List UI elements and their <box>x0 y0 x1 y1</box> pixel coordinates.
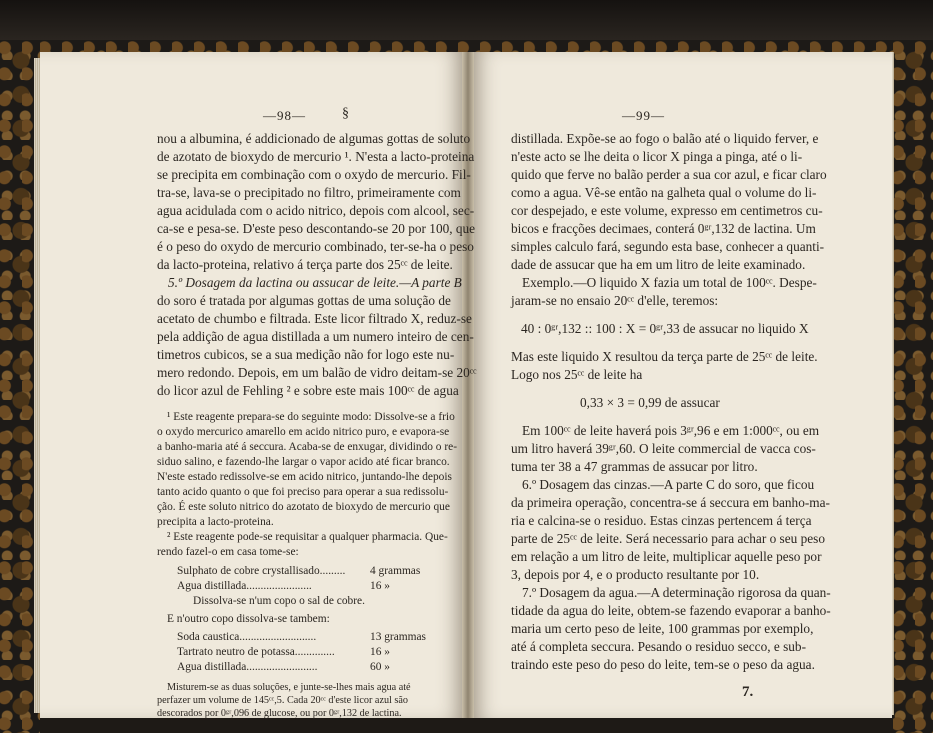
text-line: Mas este liquido X resultou da terça parte de 25ᶜᶜ de leite. <box>511 349 818 364</box>
section-heading-7: 7.º Dosagem da agua.—A determinação rigorosa da quan- <box>522 585 831 600</box>
text-line: timetros cubicos, se a sua medição não for logo este nu- <box>157 347 455 362</box>
text-line: da primeira operação, concentra-se á seccura em banho-ma- <box>511 495 830 510</box>
text-line: nou a albumina, é addicionado de algumas gottas de soluto <box>157 131 471 146</box>
text-line: simples calculo fará, segundo esta base, conhecer a quanti- <box>511 239 825 254</box>
recipe-item: Tartrato neutro de potassa.............. <box>177 646 335 658</box>
text-line: cor despejado, e este volume, expresso em centimetros cu- <box>511 203 823 218</box>
footnote-line: rendo fazel-o em casa tome-se: <box>157 546 299 558</box>
text-line: tidade da agua do leite, obtem-se fazendo evaporar a banho- <box>511 603 831 618</box>
other-cup-note: E n'outro copo dissolva-se tambem: <box>167 613 330 625</box>
text-line: Logo nos 25ᶜᶜ de leite ha <box>511 367 643 382</box>
example-line: Exemplo.—O liquido X fazia um total de 100ᶜᶜ. Despe- <box>522 275 817 290</box>
text-line: mero redondo. Depois, em um balão de vidro deitam-se 20ᶜᶜ <box>157 365 477 380</box>
recipe-qty: 60 » <box>370 661 390 673</box>
text-line: da lacto-proteina, relativo á terça parte dos 25ᶜᶜ de leite. <box>157 257 453 272</box>
footnote-line: N'este estado redissolve-se em acido nitrico, juntando-lhe depois <box>157 471 452 483</box>
dissolve-note: Dissolva-se n'um copo o sal de cobre. <box>193 595 365 607</box>
recipe-qty: 13 grammas <box>370 631 426 643</box>
text-line: tra-se, lava-se o precipitado no filtro, primeiramente com <box>157 185 461 200</box>
page-mark: § <box>342 106 349 121</box>
text-line: dade de assucar que ha em um litro de leite examinado. <box>511 257 806 272</box>
section-heading-5: 5.º Dosagem da lactina ou assucar de leite.—A parte B <box>168 275 462 290</box>
footnote-line: ção. É este soluto nitrico do azotato de bioxydo de mercurio que <box>157 501 450 513</box>
text-line: se precipita em combinação com o oxydo de mercurio. Fil- <box>157 167 471 182</box>
text-line: 3, depois por 4, e o producto resultante por 10. <box>511 567 760 582</box>
text-line: em relação a um litro de leite, multiplicar aquelle peso por <box>511 549 822 564</box>
text-line: do soro é tratada por algumas gottas de uma solução de <box>157 293 451 308</box>
section-heading-6: 6.º Dosagem das cinzas.—A parte C do soro, que ficou <box>522 477 815 492</box>
footnote-line: a banho-maria até á seccura. Acaba-se de enxugar, dividindo o re- <box>157 441 457 453</box>
recipe-item: Sulphato de cobre crystallisado......... <box>177 565 346 577</box>
text-line: de azotato de bioxydo de mercurio ¹. N'esta a lacto-proteina <box>157 149 475 164</box>
text-line: um litro haverá 39ᵍʳ,60. O leite commercial de vacca cos- <box>511 441 816 456</box>
text-line: é o peso do oxydo de mercurio combinado, ter-se-ha o peso <box>157 239 474 254</box>
footnote-line: ¹ Este reagente prepara-se do seguinte modo: Dissolve-se a frio <box>167 411 455 423</box>
text-line: parte de 25ᶜᶜ de leite. Será necessario para achar o seu peso <box>511 531 825 546</box>
text-line: acetato de chumbo e filtrada. Este licor filtrado X, reduz-se <box>157 311 472 326</box>
recipe-item: Soda caustica........................... <box>177 631 317 643</box>
text-line: como a agua. Vê-se então na galheta qual o volume do li- <box>511 185 817 200</box>
recipe-item: Agua distillada....................... <box>177 580 312 592</box>
text-line: agua acidulada com o acido nitrico, depois com alcool, sec- <box>157 203 475 218</box>
right-folio: —99— <box>622 108 665 123</box>
footnote-line: tanto acido quanto o que foi preciso para operar a sua redissolu- <box>157 486 449 498</box>
recipe-qty: 16 » <box>370 580 390 592</box>
text-line: bicos e fracções decimaes, conterá 0ᵍʳ,132 de lactina. Um <box>511 221 816 236</box>
marbled-edge-right <box>893 40 933 733</box>
recipe-item: Agua distillada......................... <box>177 661 318 673</box>
recipe-qty: 16 » <box>370 646 390 658</box>
recipe-qty: 4 grammas <box>370 565 421 577</box>
equation-two: 0,33 × 3 = 0,99 de assucar <box>580 395 720 410</box>
text-line: pela addição de agua distillada a um numero inteiro de cen- <box>157 329 474 344</box>
text-line: do licor azul de Fehling ² e sobre este mais 100ᶜᶜ de agua <box>157 383 459 398</box>
text-line: n'este acto se lhe deita o licor X pinga a pinga, até o li- <box>511 149 803 164</box>
equation-one: 40 : 0ᵍʳ,132 :: 100 : X = 0ᵍʳ,33 de assucar no liquido X <box>521 321 809 336</box>
text-line: jaram-se no ensaio 20ᶜᶜ d'elle, teremos: <box>511 293 719 308</box>
footnote-line: precipita a lacto-proteina. <box>157 516 274 528</box>
signature-mark: 7. <box>742 684 754 700</box>
footnote-line: ² Este reagente pode-se requisitar a qualquer pharmacia. Que- <box>167 531 448 543</box>
footnote-line: siduo salino, e fazendo-lhe largar o vapor acido até ficar branco. <box>157 456 450 468</box>
text-line: distillada. Expõe-se ao fogo o balão até o liquido ferver, e <box>511 131 819 146</box>
footnote-line: perfazer um volume de 145ᶜᶜ,5. Cada 20ᶜᶜ d'este licor azul são <box>157 695 409 706</box>
footnote-line: Misturem-se as duas soluções, e junte-se-lhes mais agua até <box>167 682 411 693</box>
text-line: ria e calcina-se o residuo. Estas cinzas pertencem á terça <box>511 513 812 528</box>
text-line: maria um certo peso de leite, 100 grammas por exemplo, <box>511 621 814 636</box>
text-line: Em 100ᶜᶜ de leite haverá pois 3ᵍʳ,96 e em 1:000ᶜᶜ, ou em <box>522 423 820 438</box>
text-line: traindo este peso do peso do leite, tem-se o peso da agua. <box>511 657 815 672</box>
text-line: tuma ter 38 a 47 grammas de assucar por litro. <box>511 459 758 474</box>
footnote-line: o oxydo mercurico amarello em acido nitrico puro, e evapora-se <box>157 426 450 438</box>
footnote-line: descorados por 0ᵍʳ,096 de glucose, ou por 0ᵍʳ,132 de lactina. <box>157 708 402 719</box>
background-top <box>0 0 933 40</box>
text-line: ca-se e pesa-se. D'este peso descontando-se 20 por 100, que <box>157 221 476 236</box>
text-line: quido que ferve no balão perder a sua cor azul, e ficar claro <box>511 167 827 182</box>
text-line: até á completa seccura. Pesando o residuo secco, e sub- <box>511 639 806 654</box>
left-folio: —98— <box>263 108 306 123</box>
